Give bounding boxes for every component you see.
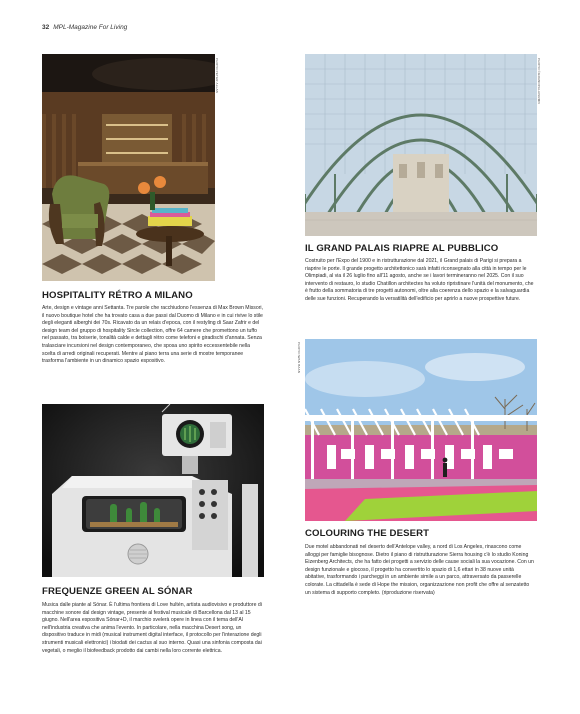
article-title-grand-palais: IL GRAND PALAIS RIAPRE AL PUBBLICO [305, 243, 499, 254]
page-number: 32 [42, 24, 50, 31]
desert-motel-photo [305, 339, 537, 521]
photo-credit-desert: PHOTO IWAN BAAN [297, 342, 301, 374]
article-title-colouring-desert: COLOURING THE DESERT [305, 528, 430, 539]
article-body-hospitality: Arte, design e vintage anni Settanta. Tre parole che racchiudono l'essenza di Max Brown Missori, il nuovo boutique hotel che ha trovato casa a due passi dal Duomo di Milano e in cui rivive lo stile degli eleganti alberghi dei 70s. Ricavato da un relais d'epoca, con il restyling di Saar Zafrir e del design team del gruppo di hospitality Sircle collection, offre 64 camere che promettono un tuffo nel passato, tra boiserie, tonalità calde e dettagli rétro come telefoni e giradischi d'annata. Senza tralasciare incursioni nel design contemporaneo, che sposa uno spirito eccessentebile nella scelta di arredi originali recuperati. Mentre al piano terra una serie di mostre temporanee trasforma l'ambiente in un dinamico spazio espositivo. [42, 305, 264, 365]
article-body-sonar: Musica dalle piante al Sónar. È l'ultima frontiera di Love hultén, artista audiovisivo e produttore di macchine sonore dal design vintage, presente al festival musicale di Barcellona dal 13 al 15 giugno. Nell'area espositiva Sónar+D, il marchio svelerà opere in linea con il tema dell'AI nell'industria creativa che anima l'evento. In particolare, nella macchina Desert song, un dispositivo traduce in midi (musical instrument digital interface, il protocollo per l'interazione degli strumenti musicali elettronici) i biodati dei cactus al suo interno. Quasi una sinfonia composta dai vegetali, o meglio il biofeedback prodotto dai cambi nella loro corrente elettrica. [42, 602, 262, 654]
photo-credit-grand-palais: PHOTO ©GRANDPALAISRMN [537, 58, 541, 104]
article-title-hospitality: HOSPITALITY RÉTRO A MILANO [42, 290, 193, 301]
page-header [42, 24, 127, 31]
article-body-colouring-desert: Due motel abbandonati nel deserto dell'Antelope valley, a nord di Los Angeles, rinascono come alloggi per famiglie bisognose. Dietro il piano di ristrutturazione Sierra housing c'è lo studio Koning Eizenberg Architects, che ha fatto dei progetti a servizio delle cause sociali la sua vocazione. Con un design funzionale e giocoso, il progetto ha convertito lo spazio di 1,6 ettari in 38 nuove unità abitative, trasformando i parcheggi in un ambiente simile a un parco, attraversato da passerelle colorate. La cittadella è sede di Hope the mission, organizzazione non profit che offre al senzatetto un sistema di supporto completo. (riproduzione riservata) [305, 544, 534, 596]
article-title-sonar: FREQUENZE GREEN AL SÓNAR [42, 586, 193, 597]
desert-song-machine-photo [42, 404, 264, 577]
grand-palais-photo [305, 54, 537, 236]
article-body-grand-palais: Costruito per l'Expo del 1900 e in ristrutturazione dal 2021, il Grand palais di Parigi si prepara a riaprire le porte. Il grande progetto architettonico sarà infatti riconsegnato alla città in tempo per le Olimpiadi, al via il 26 luglio fino all'11 agosto, anche se i lavori termineranno nel 2025. Con il suo intervento di restauro, lo studio Chatillon architectes ha voluto ripristinare l'unità del monumento, che è frutto della sommatoria di tre progetti autonomi, oltre alla coerenza dello spazio e la salvaguardia delle sue funzioni. Recuperando la versatilità dell'edificio per aprirlo a nuove prospettive future. [305, 258, 534, 302]
hotel-lobby-photo [42, 54, 215, 281]
magazine-name: MPL-Magazine For Living [53, 24, 128, 31]
photo-credit-hospitality: PHOTO PETER ALLAN [215, 58, 219, 94]
